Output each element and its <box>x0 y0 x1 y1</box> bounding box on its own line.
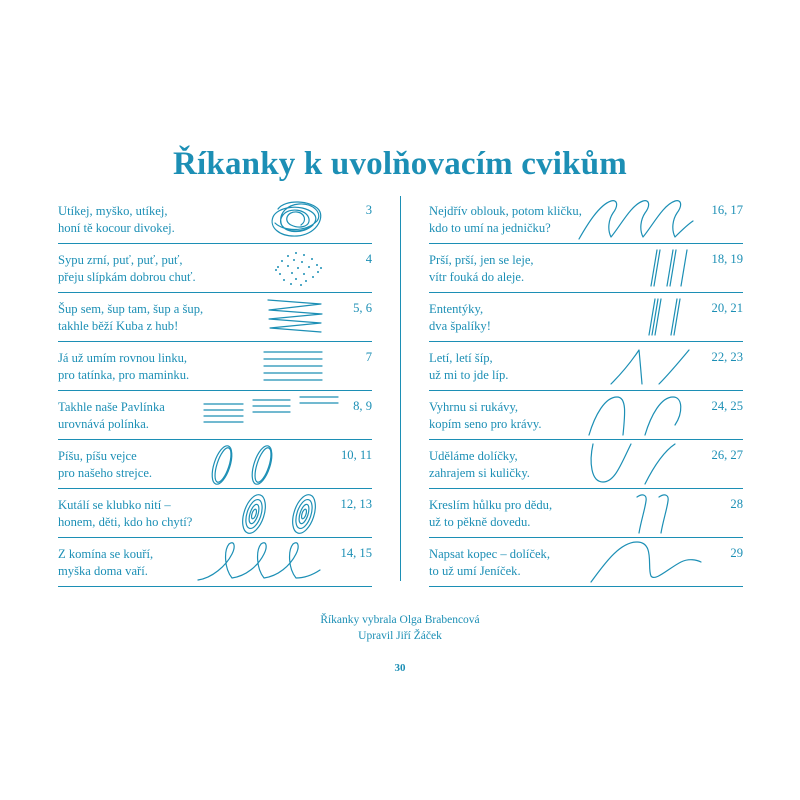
rhyme-text: Píšu, píšu vejce pro našeho strejce. <box>58 449 153 480</box>
rhyme-row <box>58 293 372 342</box>
column-divider <box>400 196 401 581</box>
page-title: Říkanky k uvolňovacím cvikům <box>173 146 627 182</box>
rhyme-text: Nejdřív oblouk, potom kličku, kdo to umí na jedničku? <box>429 204 582 235</box>
rhyme-row <box>58 195 372 244</box>
rhyme-row <box>58 391 372 440</box>
page-reference: 24, 25 <box>711 399 743 413</box>
right-column <box>429 195 743 587</box>
rhyme-text: Takhle naše Pavlínka urovnává polínka. <box>58 400 165 431</box>
page-reference: 28 <box>730 497 743 511</box>
wave-icon <box>589 538 709 586</box>
page-reference: 8, 9 <box>353 399 372 413</box>
page-reference: 10, 11 <box>340 448 372 462</box>
rhyme-row <box>58 342 372 391</box>
rhyme-row <box>429 244 743 293</box>
page-reference: 14, 15 <box>340 546 372 560</box>
rhyme-row <box>429 538 743 587</box>
rain-strokes-icon <box>641 244 691 292</box>
page-reference: 20, 21 <box>711 301 743 315</box>
rhyme-text: Utíkej, myško, utíkej, honí tě kocour divokej. <box>58 204 175 235</box>
rhyme-row <box>429 342 743 391</box>
rhyme-text: Uděláme dolíčky, zahrajem si kuličky. <box>429 449 530 480</box>
zigzag-icon <box>263 293 328 341</box>
rhyme-text: Z komína se kouří, myška doma vaří. <box>58 547 154 578</box>
credit-editor: Upravil Jiří Žáček <box>358 630 442 642</box>
left-column <box>58 195 372 587</box>
page-reference: 7 <box>365 350 372 364</box>
short-lines-icon <box>198 391 343 439</box>
arch-loops-icon <box>577 195 702 243</box>
page-reference: 22, 23 <box>711 350 743 364</box>
loops-icon <box>196 538 336 586</box>
rhyme-row <box>429 391 743 440</box>
rhyme-text: Letí, letí šíp, už mi to jde líp. <box>429 351 509 382</box>
page-reference: 3 <box>365 203 372 217</box>
page-reference: 26, 27 <box>711 448 743 462</box>
credits <box>0 612 800 644</box>
spirals-icon <box>236 489 326 537</box>
rhyme-text: Vyhrnu si rukávy, kopím seno pro krávy. <box>429 400 542 431</box>
rhyme-row <box>429 293 743 342</box>
rhyme-text: Kreslím hůlku pro dědu, už to pěkně dovedu. <box>429 498 553 529</box>
rhyme-row <box>429 195 743 244</box>
rhyme-row <box>58 244 372 293</box>
dots-icon <box>266 244 326 292</box>
rhyme-row <box>58 489 372 538</box>
rhyme-text: Ententýky, dva špalíky! <box>429 302 491 333</box>
page-reference: 4 <box>365 252 372 266</box>
page-reference: 29 <box>730 546 743 560</box>
rhyme-text: Kutálí se klubko nití – honem, děti, kdo ho chytí? <box>58 498 193 529</box>
rhyme-text: Já už umím rovnou linku, pro tatínka, pro maminku. <box>58 351 190 382</box>
lines-icon <box>258 342 328 390</box>
double-strokes-icon <box>641 293 691 341</box>
cups-icon <box>587 440 702 488</box>
rhyme-text: Napsat kopec – dolíček, to už umí Jeníček. <box>429 547 550 578</box>
page-reference: 5, 6 <box>353 301 372 315</box>
credit-selection: Říkanky vybrala Olga Brabencová <box>320 614 480 626</box>
page-reference: 18, 19 <box>711 252 743 266</box>
rhyme-row <box>429 489 743 538</box>
rhyme-text: Prší, prší, jen se leje, vítr fouká do aleje. <box>429 253 534 284</box>
rhyme-row <box>58 538 372 587</box>
arrows-icon <box>607 342 702 390</box>
page-reference: 12, 13 <box>340 497 372 511</box>
page-number: 30 <box>394 662 406 674</box>
hooks-icon <box>629 489 689 537</box>
page-reference: 16, 17 <box>711 203 743 217</box>
rhyme-text: Šup sem, šup tam, šup a šup, takhle běží Kuba z hub! <box>58 302 204 333</box>
rhyme-row <box>429 440 743 489</box>
scribble-icon <box>263 195 328 243</box>
ovals-icon <box>206 440 281 488</box>
arches-icon <box>587 391 702 439</box>
rhyme-row <box>58 440 372 489</box>
rhyme-text: Sypu zrní, puť, puť, puť, přeju slípkám dobrou chuť. <box>58 253 196 284</box>
